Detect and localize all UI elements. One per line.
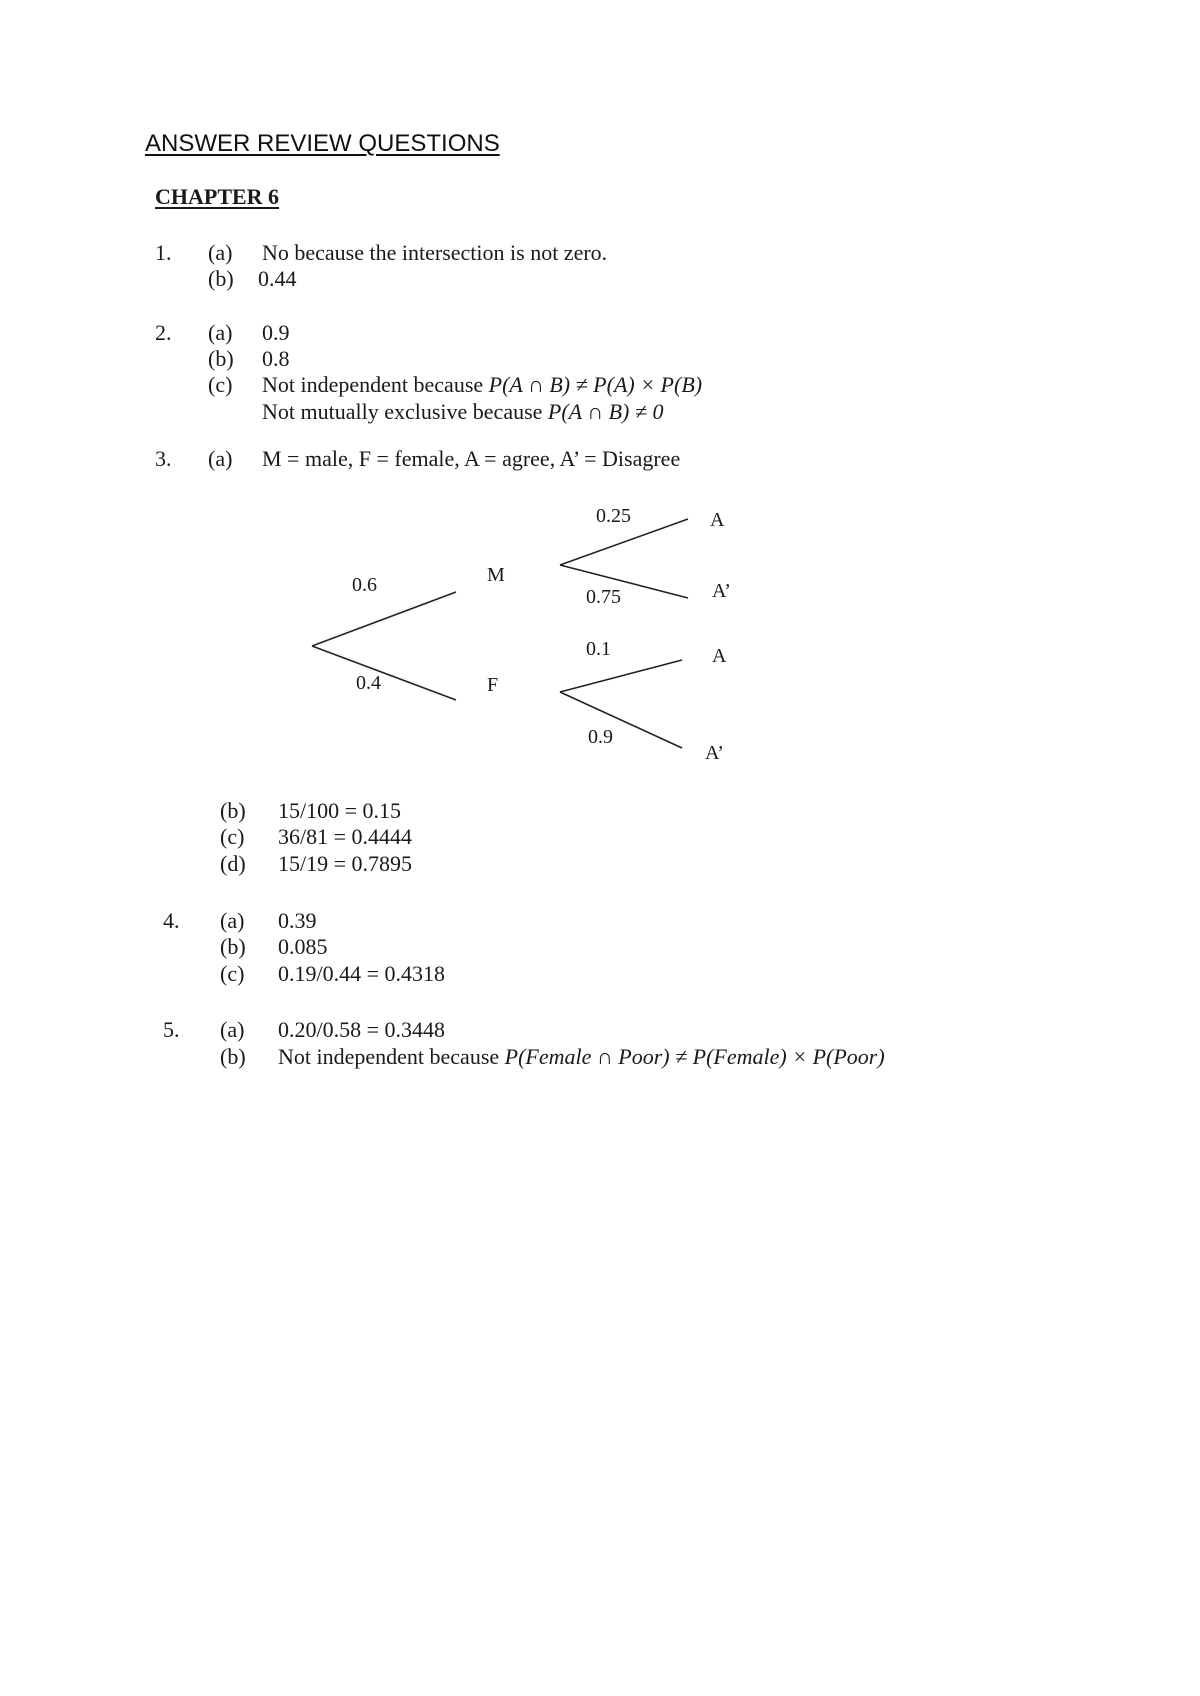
part-label: (b) (220, 934, 246, 959)
answer-text-plain: Not independent because (278, 1044, 505, 1069)
tree-prob-m: 0.6 (352, 574, 377, 596)
part-label: (b) (208, 266, 234, 291)
probability-expression: P(A ∩ B) ≠ 0 (547, 399, 664, 424)
tree-prob-f-a-prime: 0.9 (588, 726, 613, 748)
answer-text: 15/19 = 0.7895 (278, 851, 413, 876)
part-label: (a) (208, 320, 233, 345)
answer-text-plain: Not independent because (262, 372, 489, 397)
tree-prob-m-a: 0.25 (596, 505, 631, 527)
part-label: (a) (208, 240, 233, 265)
tree-leaf-m-a-prime: A’ (712, 580, 731, 602)
tree-prob-f: 0.4 (356, 672, 381, 694)
answer-text: 0.20/0.58 = 0.3448 (278, 1017, 446, 1042)
chapter-heading: CHAPTER 6 (155, 184, 280, 209)
branch-root-to-m (312, 592, 456, 646)
part-label: (b) (220, 798, 246, 823)
tree-node-f: F (487, 674, 499, 696)
part-label: (b) (220, 1044, 246, 1069)
answer-text (278, 1044, 885, 1070)
answer-text: M = male, F = female, A = agree, A’ = Disagree (262, 446, 681, 471)
answer-text: 0.9 (262, 320, 290, 345)
part-label: (b) (208, 346, 234, 371)
tree-prob-f-a: 0.1 (586, 638, 611, 660)
part-label: (c) (208, 372, 233, 397)
tree-node-m: M (487, 564, 505, 586)
part-label: (c) (220, 961, 245, 986)
part-label: (c) (220, 824, 245, 849)
part-label: (d) (220, 851, 246, 876)
probability-expression: P(Female ∩ Poor) ≠ P(Female) × P(Poor) (504, 1044, 885, 1069)
question-number: 4. (163, 908, 180, 933)
question-number: 2. (155, 320, 172, 345)
part-label: (a) (208, 446, 233, 471)
branch-f-to-a-prime (560, 692, 682, 748)
answer-text: 0.085 (278, 934, 328, 959)
tree-prob-m-a-prime: 0.75 (586, 586, 621, 608)
answer-text: 36/81 = 0.4444 (278, 824, 413, 849)
part-label: (a) (220, 908, 245, 933)
branch-f-to-a (560, 660, 682, 692)
answer-text: 0.19/0.44 = 0.4318 (278, 961, 446, 986)
question-number: 1. (155, 240, 172, 265)
answer-text: 0.39 (278, 908, 317, 933)
page-title: ANSWER REVIEW QUESTIONS (145, 130, 500, 157)
tree-leaf-f-a: A (712, 645, 727, 667)
answer-text: 15/100 = 0.15 (278, 798, 402, 823)
probability-expression: P(A ∩ B) ≠ P(A) × P(B) (488, 372, 703, 397)
answer-text: 0.44 (258, 266, 297, 291)
answer-text: 0.8 (262, 346, 290, 371)
branch-m-to-a-prime (560, 565, 688, 598)
tree-leaf-m-a: A (710, 509, 725, 531)
tree-leaf-f-a-prime: A’ (705, 742, 724, 764)
branch-root-to-f (312, 646, 456, 700)
answer-text: No because the intersection is not zero. (262, 240, 608, 265)
part-label: (a) (220, 1017, 245, 1042)
question-number: 3. (155, 446, 172, 471)
answer-text-plain: Not mutually exclusive because (262, 399, 548, 424)
question-number: 5. (163, 1017, 180, 1042)
